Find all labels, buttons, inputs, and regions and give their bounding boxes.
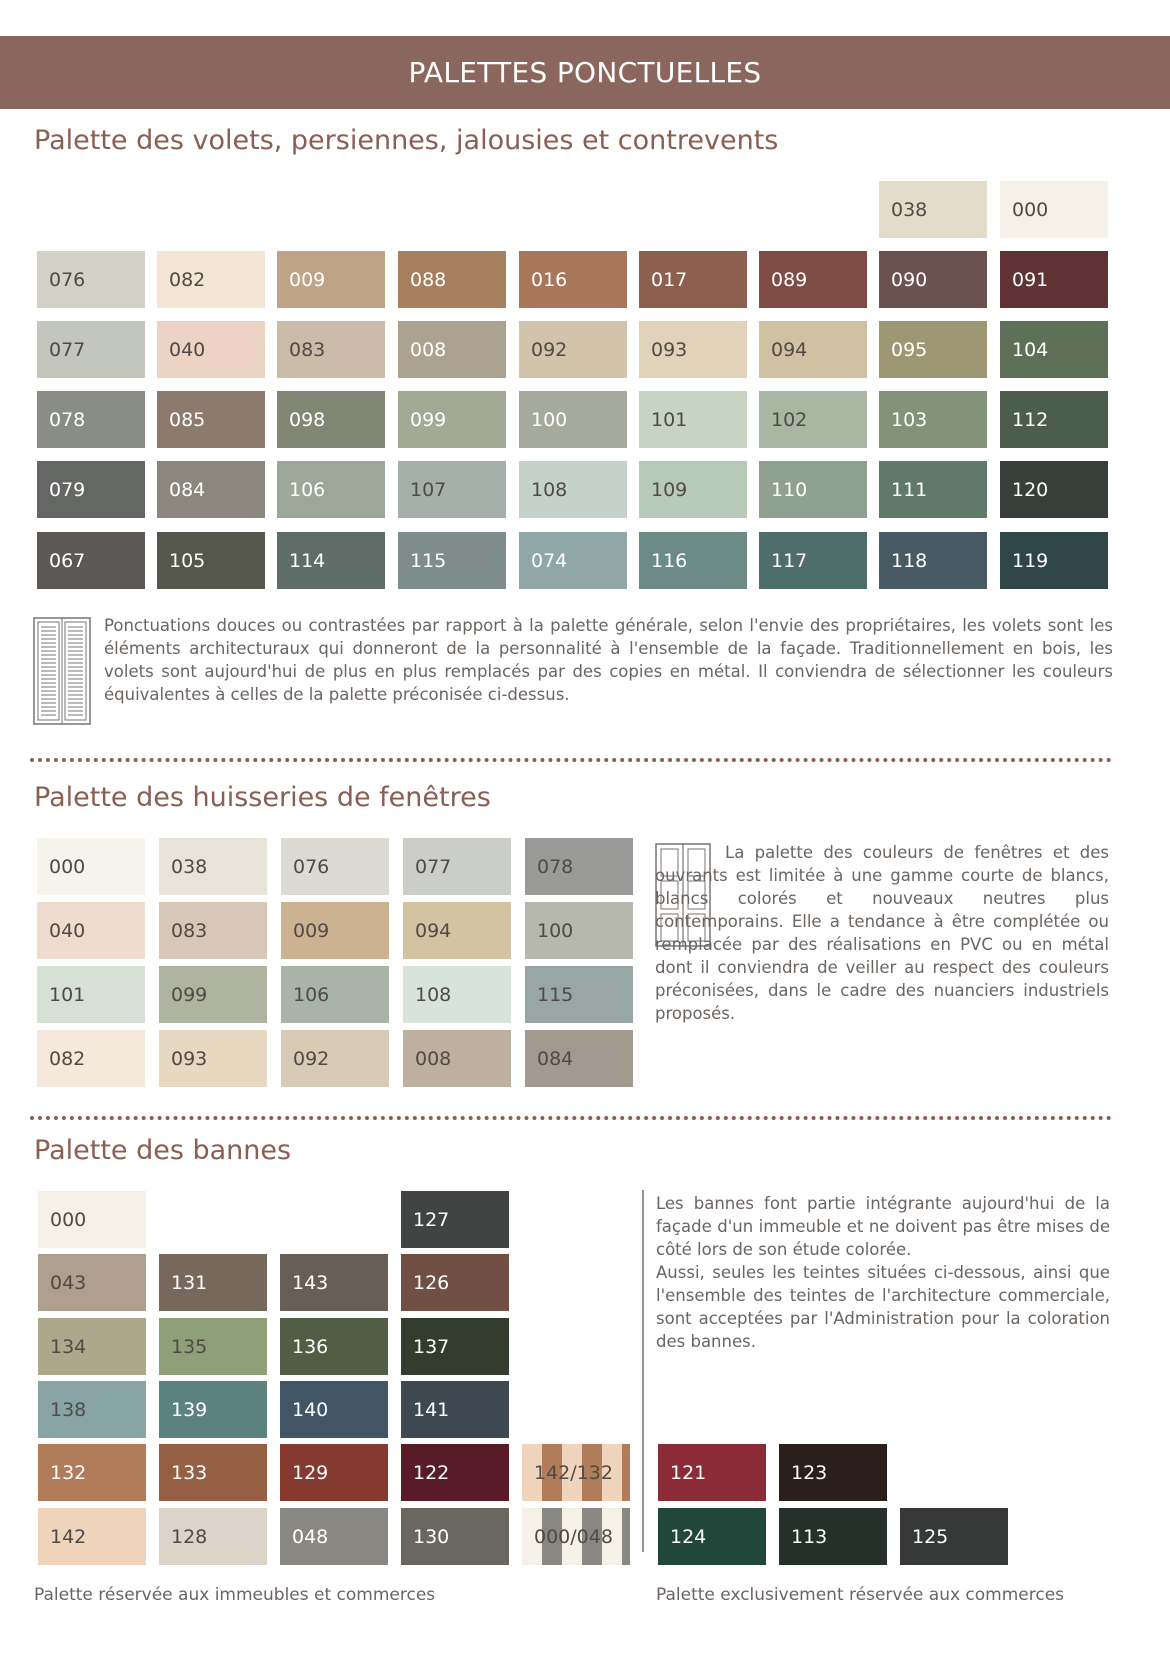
color-swatch-085: 085 [157,391,265,448]
bannes-separator [642,1190,644,1552]
color-swatch-103: 103 [879,391,987,448]
color-swatch-038: 038 [879,181,987,238]
color-swatch-108: 108 [519,461,627,518]
color-swatch-114: 114 [277,532,385,589]
fenetres-description: La palette des couleurs de fenêtres et des ouvrants est limitée à une gamme courte de blancs, blancs colorés et nouveaux neutres plus contemporains. Elle a tendance à être complétée ou remplacée par des réalisations en PVC ou en métal dont il conviendra de veiller au respect des couleurs préconisées, dans le cadre des nuanciers industriels proposés. [655,843,1109,1023]
color-swatch-088: 088 [398,251,506,308]
color-swatch-092: 092 [519,321,627,378]
color-swatch-113: 113 [779,1508,887,1565]
color-swatch-116: 116 [639,532,747,589]
color-swatch-106: 106 [277,461,385,518]
color-swatch-136: 136 [280,1318,388,1375]
note-immeubles: Palette réservée aux immeubles et commerces [34,1585,436,1605]
bannes-description-2: Aussi, seules les teintes situées ci-dessous, ainsi que l'ensemble des teintes de l'architecture commerciale, sont acceptées par l'Administration pour la coloration des bannes. [656,1263,1110,1351]
color-swatch-142: 142 [38,1508,146,1565]
color-swatch-112: 112 [1000,391,1108,448]
color-swatch-120: 120 [1000,461,1108,518]
color-swatch-108: 108 [403,966,511,1023]
page-banner: PALETTES PONCTUELLES [0,36,1170,109]
color-swatch-128: 128 [159,1508,267,1565]
color-swatch-099: 099 [159,966,267,1023]
shutter-icon [33,617,91,725]
color-swatch-099: 099 [398,391,506,448]
color-swatch-095: 095 [879,321,987,378]
color-swatch-106: 106 [281,966,389,1023]
color-swatch-132: 132 [38,1444,146,1501]
color-swatch-104: 104 [1000,321,1108,378]
color-swatch-137: 137 [401,1318,509,1375]
color-swatch-127: 127 [401,1191,509,1248]
bannes-description-1: Les bannes font partie intégrante aujourd'hui de la façade d'un immeuble et ne doivent pas être mises de côté lors de son étude colorée. [656,1194,1110,1259]
color-swatch-105: 105 [157,532,265,589]
color-swatch-084: 084 [157,461,265,518]
color-swatch-115: 115 [525,966,633,1023]
color-swatch-038: 038 [159,838,267,895]
fenetres-title: Palette des huisseries de fenêtres [34,782,491,813]
color-swatch-000: 000 [37,838,145,895]
color-swatch-076: 076 [281,838,389,895]
color-swatch-048: 048 [280,1508,388,1565]
color-swatch-118: 118 [879,532,987,589]
color-swatch-094: 094 [759,321,867,378]
color-swatch-009: 009 [281,902,389,959]
color-swatch-115: 115 [398,532,506,589]
color-swatch-130: 130 [401,1508,509,1565]
color-swatch-101: 101 [37,966,145,1023]
color-swatch-040: 040 [37,902,145,959]
color-swatch-077: 077 [37,321,145,378]
color-swatch-138: 138 [38,1381,146,1438]
color-swatch-121: 121 [658,1444,766,1501]
color-swatch-109: 109 [639,461,747,518]
color-swatch-094: 094 [403,902,511,959]
section-divider [30,758,1112,762]
color-swatch-076: 076 [37,251,145,308]
color-swatch-000-048: 000/048 [522,1508,630,1565]
color-swatch-101: 101 [639,391,747,448]
color-swatch-089: 089 [759,251,867,308]
color-swatch-141: 141 [401,1381,509,1438]
color-swatch-000: 000 [38,1191,146,1248]
color-swatch-100: 100 [519,391,627,448]
color-swatch-016: 016 [519,251,627,308]
color-swatch-074: 074 [519,532,627,589]
color-swatch-133: 133 [159,1444,267,1501]
color-swatch-102: 102 [759,391,867,448]
color-swatch-009: 009 [277,251,385,308]
note-commerces: Palette exclusivement réservée aux commerces [656,1585,1065,1605]
color-swatch-017: 017 [639,251,747,308]
color-swatch-139: 139 [159,1381,267,1438]
color-swatch-077: 077 [403,838,511,895]
color-swatch-083: 083 [277,321,385,378]
color-swatch-090: 090 [879,251,987,308]
color-swatch-008: 008 [398,321,506,378]
color-swatch-124: 124 [658,1508,766,1565]
color-swatch-142-132: 142/132 [522,1444,630,1501]
color-swatch-079: 079 [37,461,145,518]
color-swatch-093: 093 [159,1030,267,1087]
color-swatch-083: 083 [159,902,267,959]
color-swatch-043: 043 [38,1254,146,1311]
color-swatch-110: 110 [759,461,867,518]
section-divider [30,1116,1112,1120]
color-swatch-078: 078 [37,391,145,448]
color-swatch-135: 135 [159,1318,267,1375]
color-swatch-100: 100 [525,902,633,959]
color-swatch-000: 000 [1000,181,1108,238]
volets-title: Palette des volets, persiennes, jalousies et contrevents [34,125,779,156]
color-swatch-117: 117 [759,532,867,589]
color-swatch-008: 008 [403,1030,511,1087]
color-swatch-082: 082 [37,1030,145,1087]
color-swatch-143: 143 [280,1254,388,1311]
color-swatch-091: 091 [1000,251,1108,308]
color-swatch-119: 119 [1000,532,1108,589]
color-swatch-093: 093 [639,321,747,378]
color-swatch-111: 111 [879,461,987,518]
color-swatch-092: 092 [281,1030,389,1087]
color-swatch-084: 084 [525,1030,633,1087]
color-swatch-067: 067 [37,532,145,589]
volets-description: Ponctuations douces ou contrastées par rapport à la palette générale, selon l'envie des propriétaires, les volets sont les éléments architecturaux qui donneront de la personnalité à l'ensemble de la façade. Traditionnellement en bois, les volets sont aujourd'hui de plus en plus remplacés par des copies en métal. Il conviendra de sélectionner les couleurs équivalentes à celles de la palette préconisée ci-dessus. [104,616,1113,704]
color-swatch-040: 040 [157,321,265,378]
color-swatch-082: 082 [157,251,265,308]
color-swatch-131: 131 [159,1254,267,1311]
color-swatch-129: 129 [280,1444,388,1501]
color-swatch-078: 078 [525,838,633,895]
bannes-title: Palette des bannes [34,1135,292,1166]
color-swatch-125: 125 [900,1508,1008,1565]
color-swatch-122: 122 [401,1444,509,1501]
color-swatch-126: 126 [401,1254,509,1311]
color-swatch-140: 140 [280,1381,388,1438]
color-swatch-123: 123 [779,1444,887,1501]
color-swatch-098: 098 [277,391,385,448]
color-swatch-107: 107 [398,461,506,518]
color-swatch-134: 134 [38,1318,146,1375]
